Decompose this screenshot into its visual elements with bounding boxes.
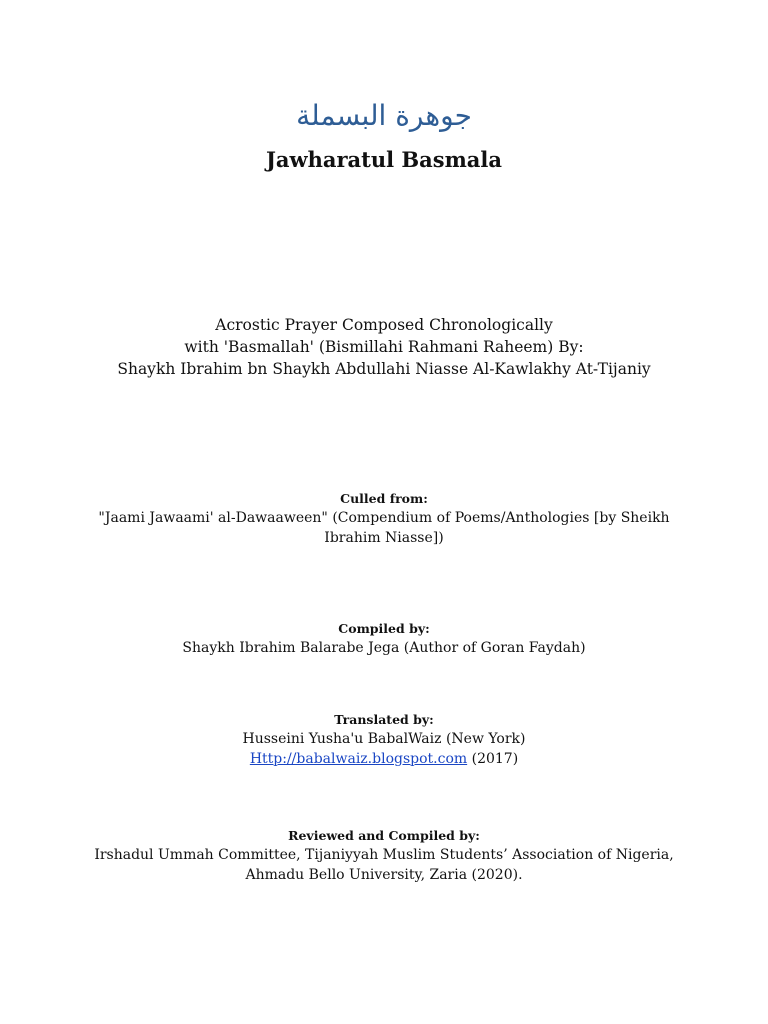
- compiled-label: Compiled by:: [338, 621, 430, 636]
- reviewed-line-1: Irshadul Ummah Committee, Tijaniyyah Muslim Students’ Association of Nigeria,: [94, 847, 674, 863]
- subtitle-line-1: Acrostic Prayer Composed Chronologically: [215, 316, 553, 334]
- translated-section: [40, 711, 728, 769]
- translator-link-line: [40, 749, 728, 769]
- translator-name: Husseini Yusha'u BabalWaiz (New York): [242, 731, 526, 747]
- subtitle-block: [40, 314, 728, 380]
- reviewed-line-2: Ahmadu Bello University, Zaria (2020).: [245, 867, 523, 883]
- page-title: Jawharatul Basmala: [265, 147, 502, 172]
- culled-line-1: "Jaami Jawaami' al-Dawaaween" (Compendium of Poems/Anthologies [by Sheikh: [98, 510, 670, 526]
- blog-link[interactable]: Http://babalwaiz.blogspot.com: [249, 751, 468, 767]
- subtitle-line-3: Shaykh Ibrahim bn Shaykh Abdullahi Niasse Al-Kawlakhy At-Tijaniy: [117, 360, 651, 378]
- compiled-section: [40, 620, 728, 658]
- culled-label: Culled from:: [340, 491, 428, 506]
- compiled-text: Shaykh Ibrahim Balarabe Jega (Author of Goran Faydah): [182, 640, 586, 656]
- subtitle-line-2: with 'Basmallah' (Bismillahi Rahmani Raheem) By:: [184, 338, 584, 356]
- reviewed-section: [40, 827, 728, 885]
- culled-line-2: Ibrahim Niasse]): [324, 530, 444, 546]
- translated-label: Translated by:: [334, 712, 434, 727]
- translation-year: (2017): [467, 751, 519, 767]
- reviewed-label: Reviewed and Compiled by:: [288, 828, 480, 843]
- arabic-title: جوهرة البسملة: [296, 99, 472, 132]
- culled-section: [40, 490, 728, 548]
